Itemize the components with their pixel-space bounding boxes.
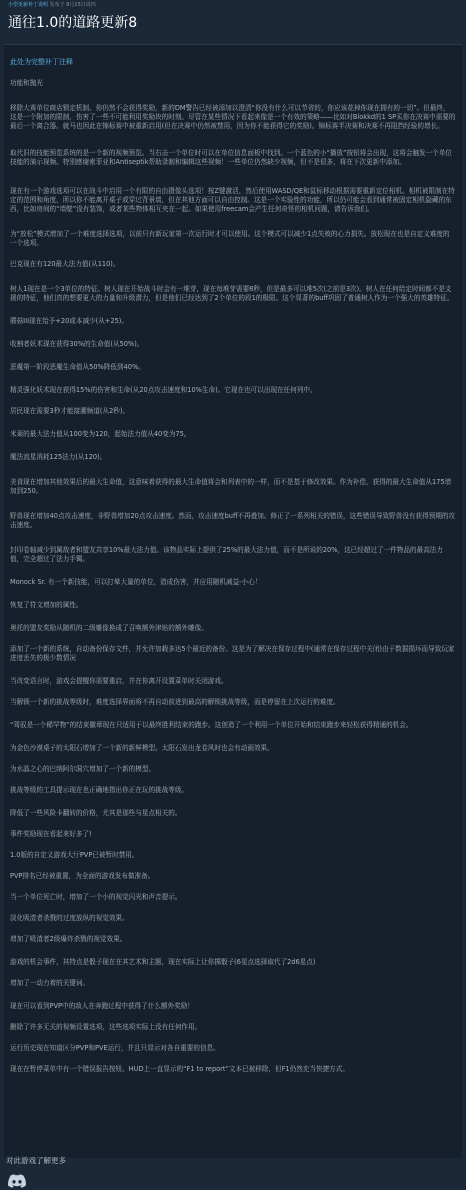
patch-note-paragraph: 事件奖励现在看起来好多了! [10,830,92,838]
patch-note-paragraph: 为水晶之心的巴纳阿尔洞穴增加了一个新的模型。 [10,765,156,773]
posted-label: 发布于 [49,2,65,8]
patch-note-paragraph: 运行历史现在知道区分PVP和PVE运行，并且只显示对各自重要的信息。 [10,1044,220,1052]
patch-note-paragraph: Monock Sr. 有一个新技能，可以打晕大量的单位，造成伤害，并应用随机减益-小心！ [10,578,262,586]
patch-note-paragraph: 恶魔第一阶段恶魔生命值从50%降低到40%。 [10,363,145,371]
post-source-link[interactable]: 小型更新补丁说明 [8,2,49,8]
patch-notes-body [10,79,456,1074]
patch-note-paragraph: PVP排名已经被重置，为全面的游戏发布做准备。 [10,872,155,880]
patch-note-paragraph: 收割者妖术现在获得30%的生命值(从50%)。 [10,340,144,348]
patch-note-paragraph: 游戏的机会事件，其特点是骰子现在在其艺术和主题，现在实际上让你掷骰子(6星点选择取代了2d6星点) [10,958,316,966]
patch-note-paragraph: 美食现在增加其他效果后的最大生命值，这意味着获得的最大生命值将会和列表中的一样，而不是基于修改效果。作为补偿，获得的最大生命值从175增加到250。 [10,478,452,495]
patch-note-paragraph: 蘑菇III现在给予+20或本减少(从+25)。 [10,317,128,325]
patch-note-paragraph: 米莱的最大法力值从100变为120，起始法力值从40变为75。 [10,430,191,438]
patch-note-paragraph: 奥托的盟友奖励从随机的二级雕像换成了召唤额外津贴的额外雕像。 [10,624,208,632]
patch-note-paragraph: 现在有一个游戏选项可以在战斗中启用一个有限的自由摄像头选项！按Z键激活，然后使用WASD/QE和鼠标移动根据需要重新定位相机。相机被限制在特定的范围和角度，所以你不能离开桌子或穿过背景墙，但在其他方面可以自由控制。这是一个实验性的功能，所以仍可能会看到通常被固定相机隐藏的东西，比如房间的“墙壁”没有装饰，或者某些物体相互夹在一起。如果使用freecam会产生任何奇怪的相机问题，请告诉我们。 [10,187,455,213]
patch-note-paragraph: 当解锁一个新的挑战等级时，难度选择界面将不再自动前进到最高的解锁挑战等级，而是停留在上次运行的难度。 [10,698,340,706]
patch-note-paragraph: “驾驭是一个稀罕物”的结束徽章现在只适用于以最终胜利结束的跑步。这创造了一个利用一个单位开始和结束跑步来轻松获得精通的机会。 [10,721,413,729]
page-title: 通往1.0的道路更新8 [8,15,138,31]
post-meta-bar [0,0,466,11]
patch-note-paragraph: 现在在暂停菜单中有一个错误报告按钮。HUD上一直显示的“F1 to report”文本已被移除，但F1仍然充当快捷方式。 [10,1065,349,1073]
patch-note-paragraph: 居民现在需要3秒才能接潮频道(从2秒)。 [10,407,130,415]
full-patch-notes-link[interactable]: 此处为完整补丁注释 [10,58,73,66]
patch-note-paragraph: 为“放松”模式增加了一个难度选择选项，以前只有新玩家第一次运行时才可以使用。这个模式可以减少1点失败的心力损失。放松现在也是自定义难度的一个选项。 [10,230,450,247]
patch-note-paragraph: 树人1现在是一个3单位的特征。树人现在开始战斗时会有一堆芽，现在每堆芽需要8秒，但是最多可以堆5次(之前是3次)。树人在任何给定时间都不是支援的特征，他们真的想要更大的力量和升级潜力，但是他们已经达到了2个单位的段1的极限。这个显著的buff巩固了普通树人作为一个强大的英雄特征。 [10,285,454,302]
patch-note-paragraph: 当改变语言时，游戏会提醒你需要重启，并在你离开设置菜单时关闭游戏。 [10,677,228,685]
patch-note-paragraph: 魔法流星消耗125法力(从120)。 [10,453,107,461]
patch-note-paragraph: 增加了一动力着的关键词。 [10,979,90,987]
patch-note-paragraph: 封印卷轴减少到属敌者和盟友共享10%最大法力值。该物品实际上提供了25%的最大法力值，而不是所说的20%，这已经超过了一件物品的最高法力值，完全超过了法力手镯。 [10,546,443,563]
section-heading: 功能和抛光 [10,79,43,87]
patch-note-paragraph: 精灵强化妖术现在获得15%的伤害和生命(从20点攻击速度和10%生命)。它现在也可以出现在任何列中。 [10,386,317,394]
patch-note-paragraph: 移除大赛单位商店锁定机制。你仍然不会获得奖励，新的DM警告已经被添加以澄清“你没有什么可以节省的，你应该花掉你现在拥有的一切”。但最终，这是一个附加的限制，伤害了一些不可能利用奖励块的时刻。尽管在某些情况下看起来像是一个有效的策略——比如对Blokkd的1 SP买你在决赛中需要的最后一个离合器。就马也因此在锦标赛中被重新启用(但在决赛中仍然被禁用，因为你不能获得它的奖励)。锦标赛半决赛和决赛不再阻挡经验的增长。 [10,104,456,130]
patch-note-paragraph: 野兽现在增加40点攻击速度，非野兽增加20点攻击速度。然而，攻击速度buff不再叠加。修正了一系列相关的错误，这些错误导致野兽没有获得预期的攻击速度。 [10,512,456,529]
patch-note-paragraph: 降低了一些风险卡翻转的价格，尤其是那些与星点相关的。 [10,809,182,817]
patch-note-paragraph: 当一个单位死亡时，增加了一个小的视觉闪光和声音提示。 [10,893,182,901]
patch-note-paragraph: 1.0版的自定义游戏大厅PVP已被暂时禁用。 [10,851,139,859]
patch-note-paragraph: 挑战等级的工具提示现在也正确地指出你正在玩的挑战等级。 [10,786,189,794]
patch-note-paragraph: 淡化吸渣者杀戮的过度放纵的视觉效果。 [10,914,129,922]
patch-notes-panel [4,44,462,1158]
patch-note-paragraph: 现在可以看到PVP中的敌人在奔跑过程中获得了什么额外奖励！ [10,1002,194,1010]
patch-note-paragraph: 恢复了符文增加的属性。 [10,601,83,609]
post-date: 8月15日周四 [66,2,96,8]
patch-note-paragraph: 巴克现在有120最大法力值(从110)。 [10,260,120,268]
patch-note-paragraph: 删除了许多无关的视频设置选项，这些选项实际上没有任何作用。 [10,1023,202,1031]
patch-note-paragraph: 添加了一个新的系统，自动备份保存文件，并允许加载多达5个最近的备份。这是为了解决在保存过程中(通常在保存过程中关闭)由于数据损坏而导致玩家进度丢失的极少数情况 [10,645,455,662]
patch-note-paragraph: 增加了吸渣者2级爆炸杀戮的视觉效果。 [10,935,127,943]
patch-note-paragraph: 为金色沙漠桌子的太阳石增加了一个新的新鲜模型。太阳石发出龙卷风时也会有动画效果。 [10,744,274,752]
discord-icon[interactable] [8,1174,26,1188]
patch-note-paragraph: 取代旧的技能预览系统的是一个新的视频预览。当右击一个单位时可以在单位信息面板中找到。一个蓝色的小“播放”按钮将会出现，这将会触发一个单位技能的演示视频。特别感谢索菲亚和Antiseptik帮助录制和编辑这些视频！一些单位仍然缺少视频，但不是很多，将在下次更新中添加。 [10,149,453,166]
learn-more-label: 对此游戏了解更多 [6,1156,66,1165]
